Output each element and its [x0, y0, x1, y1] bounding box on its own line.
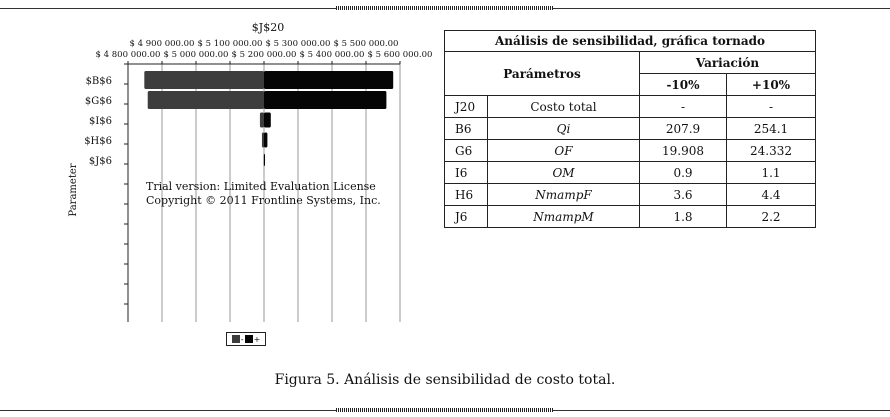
- legend-swatch-plus: [245, 335, 253, 343]
- chart-legend: [226, 332, 266, 346]
- x-tick-label: $ 5 500 000.00: [333, 39, 399, 49]
- row-param: NmampM: [488, 206, 640, 228]
- legend-label-plus: +: [253, 334, 261, 344]
- trial-line-2: Copyright © 2011 Frontline Systems, Inc.: [146, 194, 381, 207]
- x-tick-label: $ 5 400 000.00: [299, 50, 365, 60]
- bar-minus-I6: [260, 113, 264, 128]
- row-param: NmampF: [488, 184, 640, 206]
- table-row: [445, 162, 816, 184]
- row-minus: 207.9: [640, 118, 727, 140]
- row-param: Costo total: [488, 96, 640, 118]
- bar-plus-B6: [264, 71, 393, 89]
- category-label: $G$6: [84, 96, 112, 107]
- table-title: Análisis de sensibilidad, gráfica tornado: [445, 31, 816, 52]
- figure-caption: Figura 5. Análisis de sensibilidad de costo total.: [274, 372, 616, 388]
- row-code: J20: [445, 96, 488, 118]
- tornado-chart: [0, 0, 440, 330]
- table-row: [445, 96, 816, 118]
- bar-plus-G6: [264, 91, 386, 109]
- header-plus: +10%: [727, 74, 816, 96]
- row-minus: -: [640, 96, 727, 118]
- chart-title: $J$20: [251, 21, 285, 34]
- table-row: [445, 184, 816, 206]
- trial-line-1: Trial version: Limited Evaluation License: [146, 180, 376, 193]
- row-minus: 0.9: [640, 162, 727, 184]
- x-tick-label: $ 5 100 000.00: [197, 39, 263, 49]
- row-minus: 1.8: [640, 206, 727, 228]
- category-label: $I$6: [88, 116, 112, 127]
- row-minus: 3.6: [640, 184, 727, 206]
- bar-minus-H6: [262, 133, 264, 148]
- row-plus: 1.1: [727, 162, 816, 184]
- table-row: [445, 140, 816, 162]
- bar-plus-I6: [264, 113, 271, 128]
- header-minus: -10%: [640, 74, 727, 96]
- row-code: B6: [445, 118, 488, 140]
- y-axis-label: Parameter: [68, 163, 79, 217]
- legend-label-minus: -: [240, 334, 244, 344]
- header-params: Parámetros: [445, 52, 640, 96]
- x-tick-label: $ 5 200 000.00: [231, 50, 297, 60]
- row-plus: -: [727, 96, 816, 118]
- category-label: $J$6: [88, 156, 112, 167]
- x-tick-label: $ 5 300 000.00: [265, 39, 331, 49]
- row-code: I6: [445, 162, 488, 184]
- x-tick-label: $ 4 800 000.00: [95, 50, 161, 60]
- legend-swatch-minus: [232, 335, 240, 343]
- table-row: [445, 118, 816, 140]
- header-variation: Variación: [640, 52, 816, 74]
- row-param: Qi: [488, 118, 640, 140]
- x-tick-label: $ 4 900 000.00: [129, 39, 195, 49]
- row-param: OM: [488, 162, 640, 184]
- bar-plus-J6: [264, 154, 265, 166]
- row-plus: 254.1: [727, 118, 816, 140]
- table-row: [445, 206, 816, 228]
- bar-plus-H6: [264, 133, 267, 148]
- x-tick-label: $ 5 600 000.00: [367, 50, 433, 60]
- row-plus: 2.2: [727, 206, 816, 228]
- bar-minus-G6: [148, 91, 264, 109]
- row-plus: 4.4: [727, 184, 816, 206]
- category-label: $B$6: [85, 76, 112, 87]
- category-label: $H$6: [84, 136, 112, 147]
- sensitivity-table: [444, 30, 816, 228]
- row-code: G6: [445, 140, 488, 162]
- row-param: OF: [488, 140, 640, 162]
- x-tick-label: $ 5 000 000.00: [163, 50, 229, 60]
- row-plus: 24.332: [727, 140, 816, 162]
- trial-watermark: [146, 180, 381, 208]
- bottom-rule-mark: [336, 408, 553, 412]
- bar-minus-B6: [144, 71, 264, 89]
- row-minus: 19.908: [640, 140, 727, 162]
- row-code: J6: [445, 206, 488, 228]
- row-code: H6: [445, 184, 488, 206]
